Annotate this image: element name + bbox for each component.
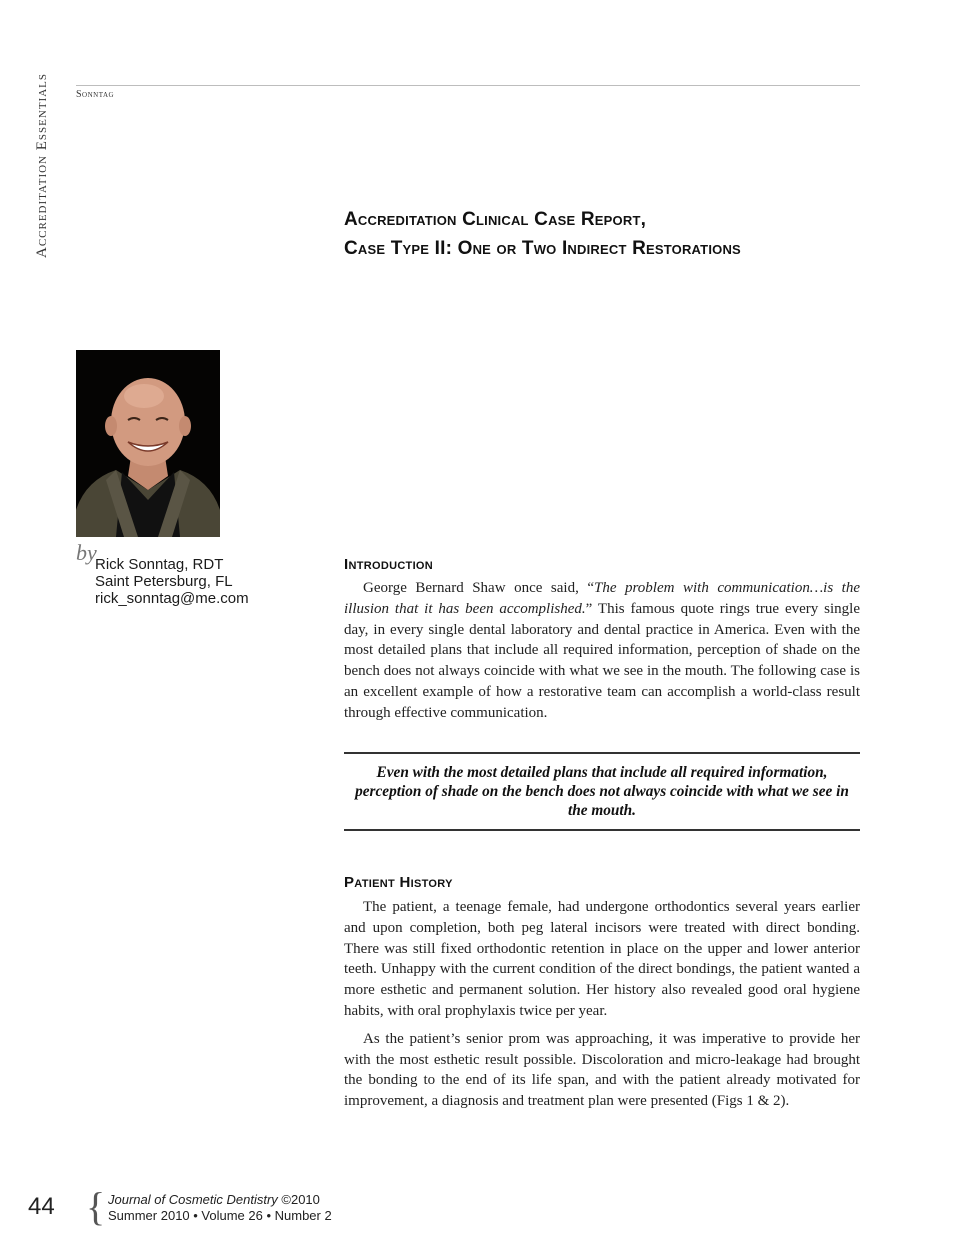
side-section-label: Accreditation Essentials (34, 73, 50, 258)
patient-history-section (344, 874, 860, 1112)
author-name: Rick Sonntag, RDT (95, 556, 224, 573)
journal-copyright: ©2010 (277, 1192, 320, 1207)
shaw-quote: The problem with communication…is the illusion that it has been accomplished. (344, 580, 860, 617)
intro-lead: George Bernard Shaw once said, “ (363, 580, 594, 596)
quote-close: ” (585, 600, 593, 617)
author-location: Saint Petersburg, FL (95, 573, 233, 590)
header-rule (76, 85, 860, 86)
article-title-line-1: Accreditation Clinical Case Report, (344, 209, 647, 230)
author-email[interactable]: rick_sonntag@me.com (95, 590, 249, 607)
footer-brace-icon: { (86, 1184, 106, 1229)
intro-body: This famous quote rings true every single day, in every single dental laboratory and dental practice in America. Even with the most detailed plans that include all required information, perception of shade on the bench does not always coincide with what we see in the mouth. The following case is an excellent example of how a restorative team can accomplish a world-class result through effective communication. (344, 600, 860, 721)
author-photo (76, 350, 220, 537)
patient-history-paragraph-2: As the patient’s senior prom was approaching, it was imperative to provide her with the most esthetic result possible. Discoloration and micro-leakage had brought the bonding to the end of its life span, and with the patient already motivated for improvement, a diagnosis and treatment plan were presented (Figs 1 & 2). (344, 1030, 860, 1110)
journal-info (108, 1192, 332, 1224)
patient-history-paragraph-1: The patient, a teenage female, had undergone orthodontics several years earlier and upon completion, both peg lateral incisors were treated with direct bonding. There was still fixed orthodontic retention in place on the upper and lower anterior teeth. Unhappy with the current condition of the direct bondings, the patient wanted a more esthetic and permanent solution. Her history also revealed good oral hygiene habits, with oral prophylaxis twice per year. (344, 899, 860, 1019)
running-head: Sonntag (76, 89, 115, 100)
article-title-line-2: Case Type II: One or Two Indirect Restorations (344, 238, 741, 259)
journal-name: Journal of Cosmetic Dentistry (108, 1192, 278, 1207)
pull-quote (344, 752, 860, 831)
page-number: 44 (28, 1193, 55, 1220)
journal-title-line (108, 1192, 332, 1208)
patient-history-heading: Patient History (344, 874, 453, 891)
article-title (344, 205, 741, 263)
journal-issue: Summer 2010 • Volume 26 • Number 2 (108, 1208, 332, 1223)
author-details (95, 556, 249, 607)
pull-quote-text: Even with the most detailed plans that include all required information, perception of shade on the bench does not always coincide with what we see in the mouth. (355, 764, 849, 819)
introduction-section (344, 556, 860, 724)
author-portrait-image (76, 350, 220, 537)
introduction-paragraph (344, 578, 860, 724)
introduction-heading: Introduction (344, 556, 434, 573)
byline-by: by (76, 540, 97, 565)
